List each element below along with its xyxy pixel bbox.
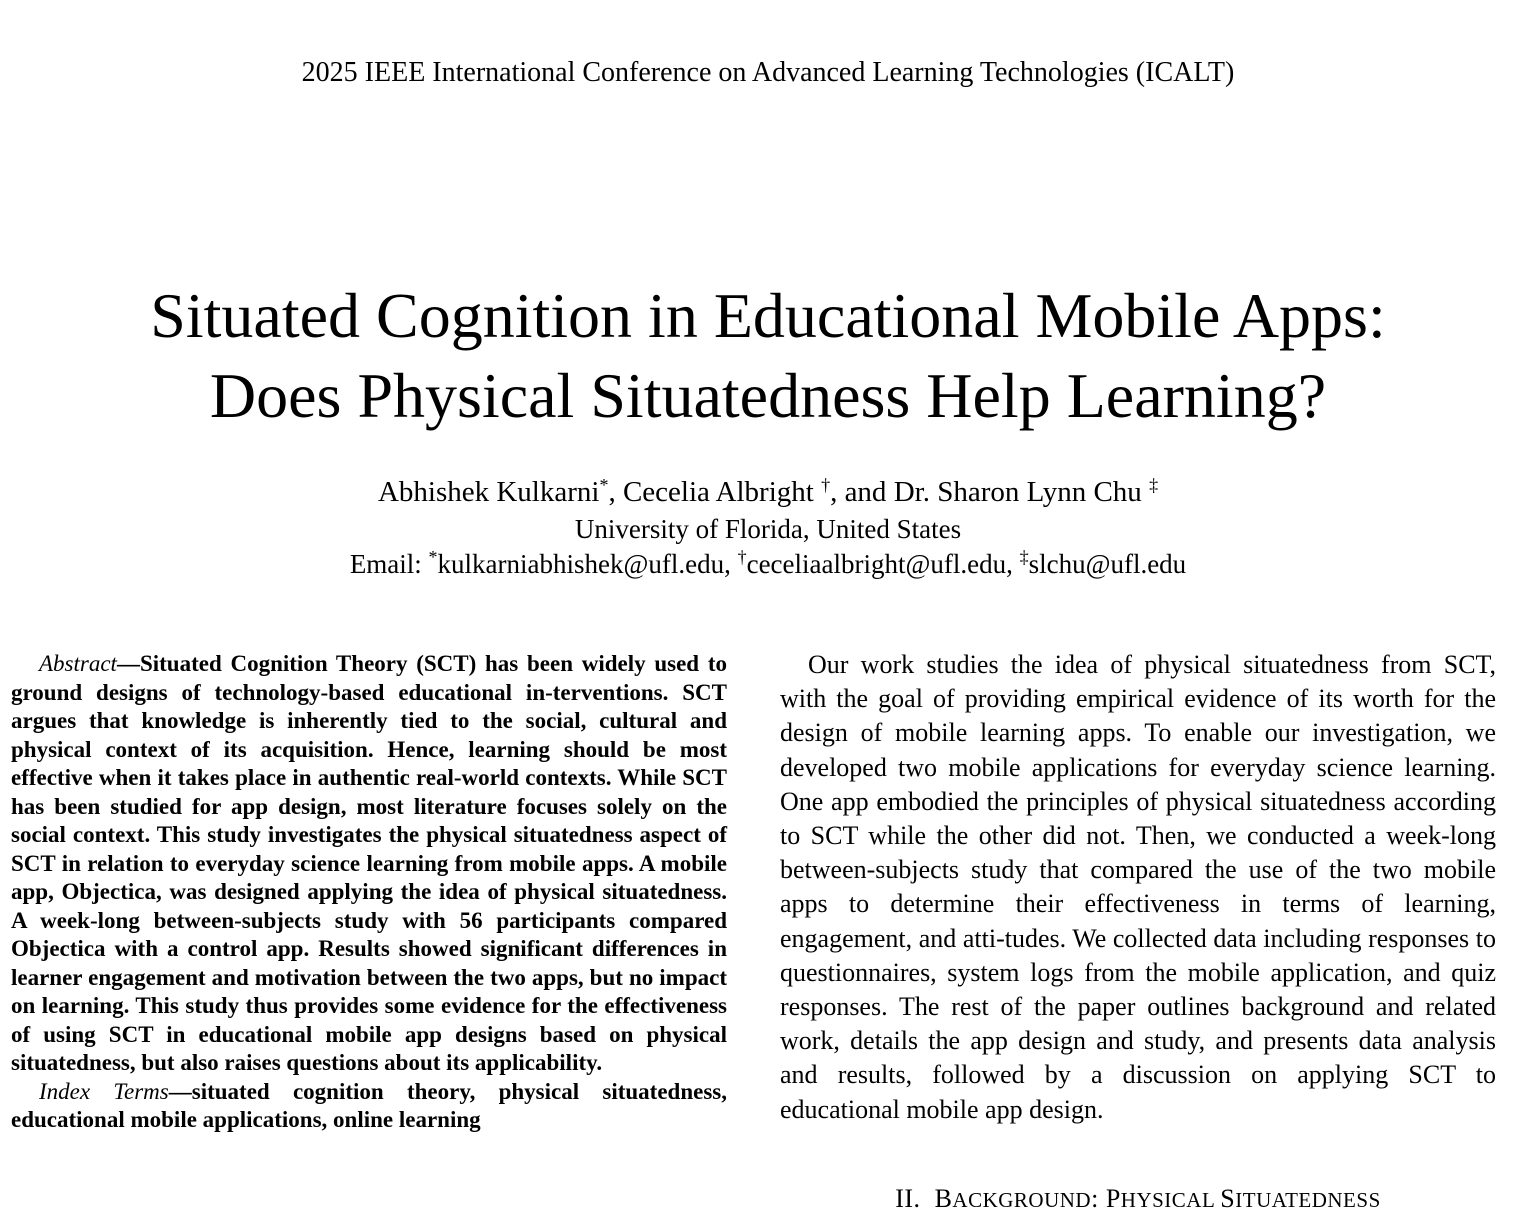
right-column: [780, 648, 1496, 1127]
section-title-smallcaps: ITUATEDNESS: [1235, 1188, 1381, 1212]
affiliation-mark: ‡: [1019, 547, 1029, 567]
email-label: Email:: [349, 549, 429, 579]
abstract-paragraph: [11, 650, 727, 1078]
affiliation-mark: †: [821, 475, 831, 495]
conference-header: 2025 IEEE International Conference on Advanced Learning Technologies (ICALT): [301, 57, 1235, 88]
intro-paragraph: Our work studies the idea of physical situatedness from SCT, with the goal of providing empirical evidence of its worth for the design of mobile learning apps. To enable our investigation, we developed two mobile applications for everyday science learning. One app embodied the principles of physical situatedness according to SCT while the other did not. Then, we conducted a week-long between-subjects study that compared the use of the two mobile apps to determine their effectiveness in terms of learning, engagement, and atti-tudes. We collected data including responses to questionnaires, system logs from the mobile application, and quiz responses. The rest of the paper outlines background and related work, details the app design and study, and presents data analysis and results, followed by a discussion on applying SCT to educational mobile app design.: [780, 650, 1496, 1124]
email-line: [0, 547, 1536, 581]
section-title-colon: :: [1091, 1184, 1106, 1213]
left-column: [11, 650, 727, 1135]
author-name: Cecelia Albright: [622, 476, 822, 508]
author-name: Abhishek Kulkarni: [377, 476, 600, 508]
author-separator: ,: [608, 476, 623, 508]
index-terms-paragraph: [11, 1078, 727, 1135]
paper-title-line1: Situated Cognition in Educational Mobile Apps:: [150, 280, 1386, 351]
paper-title: [0, 276, 1536, 436]
index-terms-label: Index Terms: [39, 1078, 169, 1104]
email-address: ceceliaalbright@ufl.edu,: [746, 549, 1020, 579]
section-title-initial: P: [1105, 1184, 1121, 1213]
paper-title-line2: Does Physical Situatedness Help Learning?: [209, 360, 1327, 431]
section-title-initial: S: [1220, 1184, 1236, 1213]
affiliation: University of Florida, United States: [574, 514, 962, 544]
author-separator: , and: [830, 476, 894, 508]
index-terms-dash: —: [168, 1078, 192, 1104]
section-heading: [780, 1183, 1496, 1216]
email-address: kulkarniabhishek@ufl.edu,: [437, 549, 738, 579]
abstract-text: Situated Cognition Theory (SCT) has been widely used to ground designs of technology-based educational in-terventions. SCT argues that knowledge is inherently tied to the social, cultural and physical context of its acquisition. Hence, learning should be most effective when it takes place in authentic real-world contexts. While SCT has been studied for app design, most literature focuses solely on the social context. This study investigates the physical situatedness aspect of SCT in relation to everyday science learning from mobile apps. A mobile app, Objectica, was designed applying the idea of physical situatedness. A week-long between-subjects study with 56 participants compared Objectica with a control app. Results showed significant differences in learner engagement and motivation between the two apps, but no impact on learning. This study thus provides some evidence for the effectiveness of using SCT in educational mobile app designs based on physical situatedness, but also raises questions about its applicability.: [11, 651, 727, 1075]
abstract-dash: —: [116, 651, 140, 676]
section-number: II.: [895, 1184, 921, 1213]
section-title-smallcaps: ACKGROUND: [952, 1188, 1092, 1212]
abstract-label: Abstract: [39, 651, 117, 676]
section-title-initial: B: [934, 1184, 953, 1213]
index-terms-text: situated cognition theory, physical situatedness, educational mobile applications, online learning: [11, 1078, 727, 1132]
affiliation-mark: †: [737, 547, 747, 567]
affiliation-mark: *: [428, 547, 438, 567]
email-address: slchu@ufl.edu: [1028, 549, 1187, 579]
affiliation-mark: ‡: [1149, 475, 1159, 495]
author-name: Dr. Sharon Lynn Chu: [893, 476, 1150, 508]
affiliation-mark: *: [599, 475, 609, 495]
section-title-smallcaps: HYSICAL: [1120, 1188, 1221, 1212]
author-list: [0, 474, 1536, 510]
